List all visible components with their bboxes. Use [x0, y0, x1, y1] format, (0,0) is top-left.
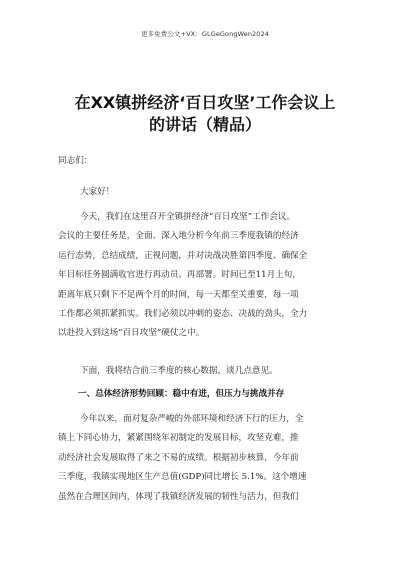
- paragraph-line: 三季度，我镇实现地区生产总值(GDP)同比增长 5.1%。这个增速: [58, 472, 307, 483]
- paragraph-intro: [58, 208, 358, 344]
- paragraph-line: 镇上下同心协力，紧紧围绕年初制定的发展目标，攻坚克难，推: [58, 433, 299, 444]
- paragraph-line: 距离年底只剩下不足两个月的时间，每一天都至关重要，每一项: [58, 289, 299, 300]
- paragraph-line: 以赴投入到这场“百日攻坚”硬仗之中。: [58, 328, 205, 339]
- paragraph-line: 工作都必须抓紧抓实。我们必须以冲刺的姿态、决战的劲头，全力: [58, 309, 308, 320]
- paragraph-line: 会议的主要任务是，全面、深入地分析今年前三季度我镇的经济: [58, 231, 299, 242]
- title-line: 在XX镇拼经济‘百日攻坚’工作会议上: [74, 93, 336, 112]
- paragraph-line: 动经济社会发展取得了来之不易的成绩。根据初步核算，今年前: [58, 452, 299, 463]
- paragraph-line: 下面，我将结合前三季度的核心数据，谈几点意见。: [80, 366, 278, 376]
- salutation: 同志们：: [58, 156, 93, 166]
- paragraph-line: 虽然在合理区间内，体现了我镇经济发展的韧性与活力，但我们: [58, 491, 299, 502]
- paragraph-line: 今年以来，面对复杂严峻的外部环境和经济下行的压力，全: [80, 414, 304, 424]
- section-heading: 一、总体经济形势回顾：稳中有进，但压力与挑战并存: [78, 389, 285, 399]
- paragraph-line: 今天，我们在这里召开全镇拼经济“百日攻坚”工作会议。: [80, 212, 296, 222]
- header-note: 更多免费公文+VX：GLGeGongWen2024: [140, 30, 269, 38]
- paragraph-transition: [58, 362, 358, 381]
- greeting: 大家好！: [80, 187, 115, 197]
- document-title: [50, 92, 360, 136]
- paragraph-review: [58, 410, 358, 507]
- paragraph-line: 年目标任务圆满收官进行再动员、再部署。时间已至11月上旬，: [58, 270, 301, 281]
- title-line: 的讲话（精品）: [148, 115, 261, 134]
- paragraph-line: 运行态势，总结成绩，正视问题，并对决战决胜第四季度、确保全: [58, 250, 308, 261]
